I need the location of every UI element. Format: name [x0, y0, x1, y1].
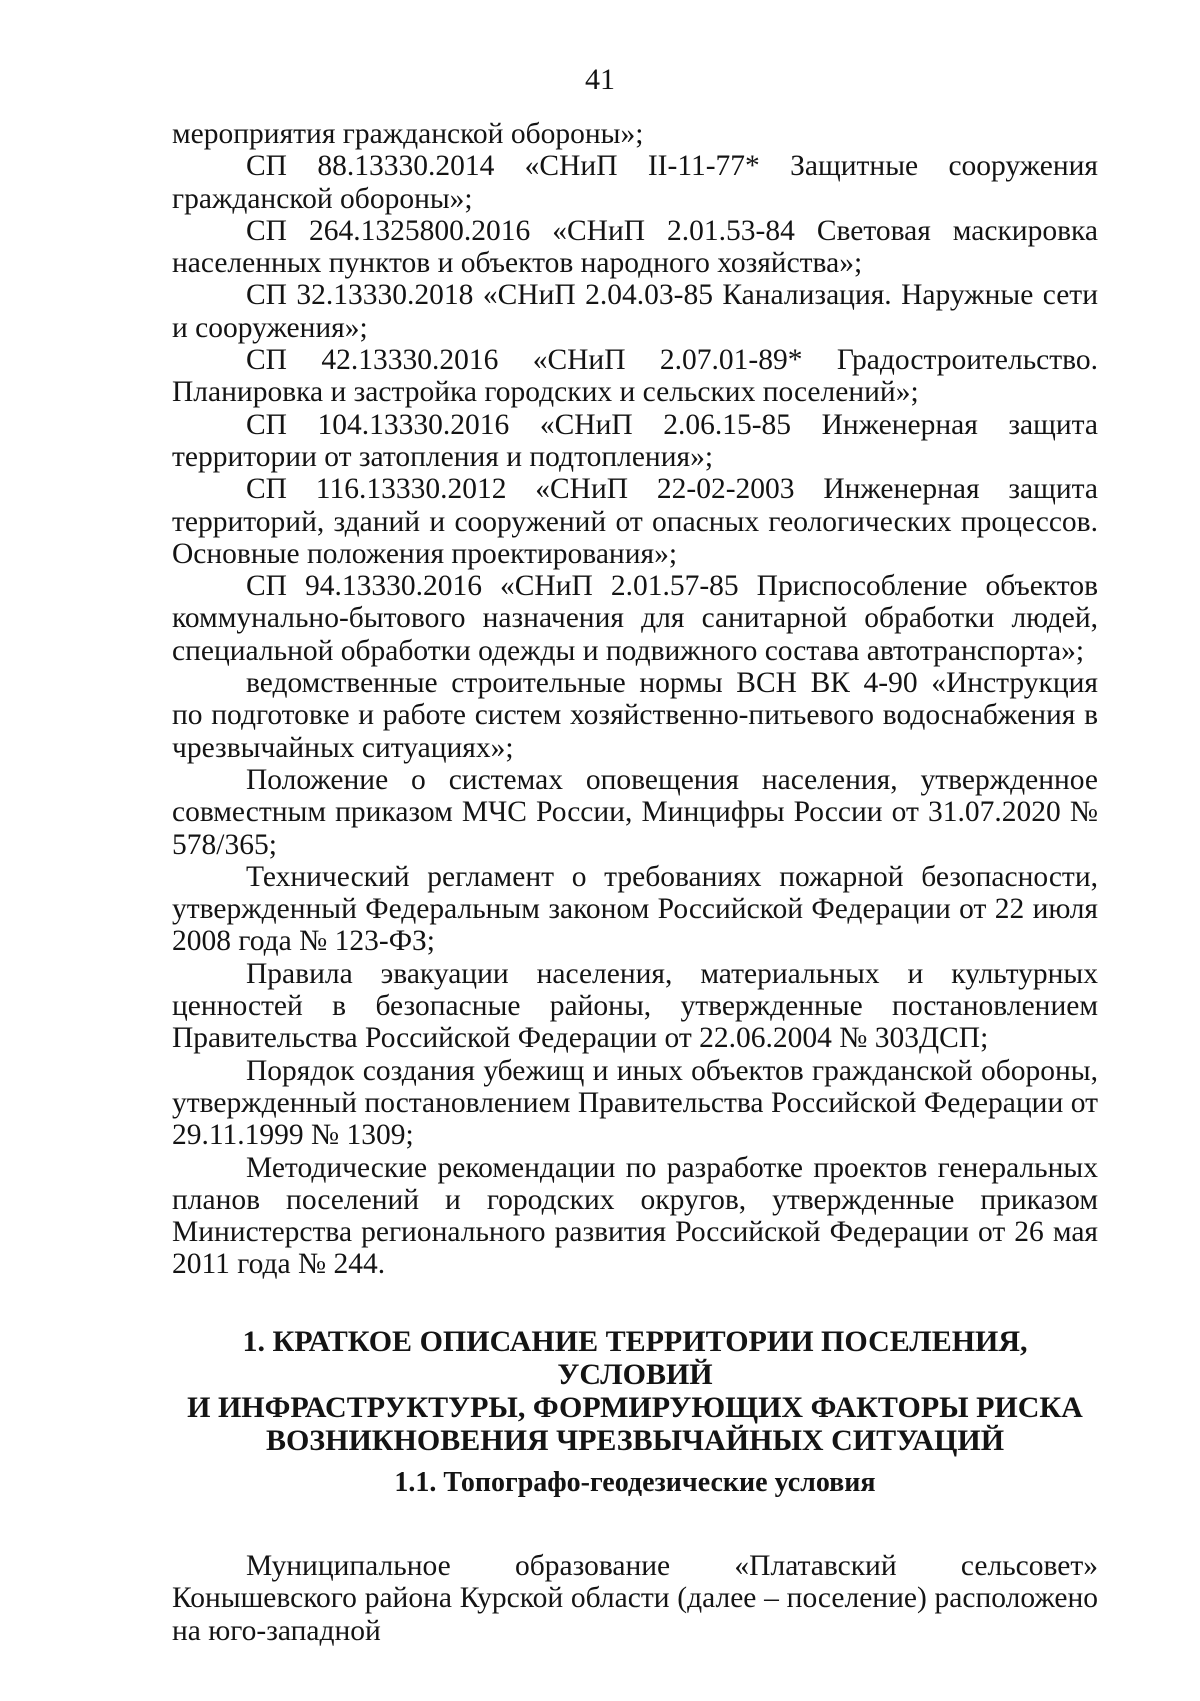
subsection-heading: 1.1. Топографо-геодезические условия — [394, 1467, 876, 1498]
list-item: Технический регламент о требованиях пожарной безопасности, утвержденный Федеральным законом Российской Федерации от 22 июля 2008 года № 123-ФЗ; — [172, 860, 1098, 958]
list-item: СП 94.13330.2016 «СНиП 2.01.57-85 Приспособление объектов коммунально-бытового назначения для санитарной обработки людей, специальной обработки одежды и подвижного состава автотранспорта»; — [172, 570, 1098, 667]
list-item: СП 88.13330.2014 «СНиП II-11-77* Защитные сооружения гражданской обороны»; — [172, 150, 1098, 215]
section-heading-line: 1. КРАТКОЕ ОПИСАНИЕ ТЕРРИТОРИИ ПОСЕЛЕНИЯ, УСЛОВИЙ — [242, 1325, 1028, 1391]
list-item: ведомственные строительные нормы ВСН ВК 4-90 «Инструкция по подготовке и работе систем хозяйственно-питьевого водоснабжения в чрезвычайных ситуациях»; — [172, 667, 1098, 764]
list-item: Порядок создания убежищ и иных объектов гражданской обороны, утвержденный постановлением Правительства Российской Федерации от 29.11.1999 № 1309; — [172, 1054, 1098, 1152]
regulations-list — [172, 118, 1098, 1281]
list-item: СП 32.13330.2018 «СНиП 2.04.03-85 Канализация. Наружные сети и сооружения»; — [172, 279, 1098, 344]
list-item: СП 104.13330.2016 «СНиП 2.06.15-85 Инженерная защита территории от затопления и подтопления»; — [172, 408, 1098, 473]
page-number: 41 — [585, 63, 615, 96]
section-heading-line: И ИНФРАСТРУКТУРЫ, ФОРМИРУЮЩИХ ФАКТОРЫ РИСКА — [187, 1391, 1083, 1424]
list-item: Правила эвакуации населения, материальных и культурных ценностей в безопасные районы, утвержденные постановлением Правительства Российской Федерации от 22.06.2004 № 303ДСП; — [172, 957, 1098, 1055]
list-item: СП 116.13330.2012 «СНиП 22-02-2003 Инженерная защита территорий, зданий и сооружений от опасных геологических процессов. Основные положения проектирования»; — [172, 473, 1098, 570]
list-item: СП 42.13330.2016 «СНиП 2.07.01-89* Градостроительство. Планировка и застройка городских и сельских поселений»; — [172, 344, 1098, 409]
list-item: Методические рекомендации по разработке проектов генеральных планов поселений и городских округов, утвержденные приказом Министерства регионального развития Российской Федерации от 26 мая 2011 года № 244. — [172, 1151, 1098, 1281]
section-heading-line: ВОЗНИКНОВЕНИЯ ЧРЕЗВЫЧАЙНЫХ СИТУАЦИЙ — [265, 1424, 1005, 1457]
list-item: СП 264.1325800.2016 «СНиП 2.01.53-84 Световая маскировка населенных пунктов и объектов народного хозяйства»; — [172, 214, 1098, 280]
section-heading — [172, 1325, 1098, 1457]
section-paragraph: Муниципальное образование «Платавский сельсовет» Конышевского района Курской области (далее – поселение) расположено на юго-западной — [172, 1550, 1098, 1647]
continuation-line: мероприятия гражданской обороны»; — [172, 118, 644, 150]
list-item: Положение о системах оповещения населения, утвержденное совместным приказом МЧС России, Минцифры России от 31.07.2020 № 578/365; — [172, 763, 1098, 861]
